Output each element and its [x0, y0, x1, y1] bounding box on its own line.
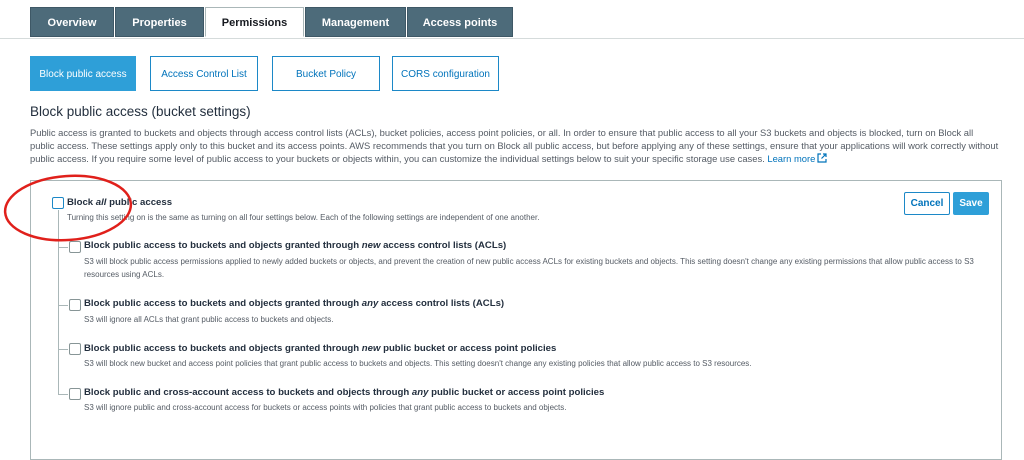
tree-branch: [58, 349, 68, 350]
option-title-any-policies: Block public and cross-account access to buckets and objects through any public bucket or access point policies: [84, 387, 605, 398]
section-title: Block public access (bucket settings): [30, 104, 251, 119]
tree-branch: [58, 247, 68, 248]
option-title-new-acls: Block public access to buckets and objects granted through new access control lists (ACLs): [84, 240, 507, 251]
learn-more-link[interactable]: Learn more: [767, 153, 816, 164]
tab-properties[interactable]: Properties: [115, 7, 204, 37]
option-description-new-acls: S3 will block public access permissions applied to newly added buckets or objects, and prevent the creation of new public access ACLs for existing buckets and objects. This setting doesn't change any existing permissions that allow public access to S3 resources using ACLs.: [84, 257, 974, 279]
section-description-text: Public access is granted to buckets and objects through access control lists (ACLs), bucket policies, access point policies, or all. In order to ensure that public access to all your S3 buckets and objects is blocked, turn on Block all public access. These settings apply only to this bucket and its access points. AWS recommends that you turn on Block all public access, but before applying any of these settings, ensure that your applications will work correctly without public access. If you require some level of public access to your buckets or objects within, you can customize the individual settings below to suit your specific storage use cases.: [30, 127, 999, 164]
tree-line: [58, 210, 59, 395]
subtab-access-control-list[interactable]: Access Control List: [150, 56, 258, 91]
tab-overview[interactable]: Overview: [30, 7, 114, 37]
option-checkbox-new-acls[interactable]: [69, 241, 81, 253]
option-description-new-policies: S3 will block new bucket and access point policies that grant public access to buckets and objects. This setting doesn't change any existing policies that allow public access to S3 resources.: [84, 359, 752, 368]
block-all-label: Block all public access: [67, 197, 173, 208]
top-tab-bar: [0, 0, 1024, 39]
tab-access-points[interactable]: Access points: [407, 7, 513, 37]
option-checkbox-any-acls[interactable]: [69, 299, 81, 311]
option-title-any-acls: Block public access to buckets and objects granted through any access control lists (ACLs): [84, 298, 505, 309]
tab-permissions[interactable]: Permissions: [205, 7, 304, 37]
block-all-checkbox[interactable]: [52, 197, 64, 209]
tree-branch: [58, 305, 68, 306]
cancel-button[interactable]: Cancel: [904, 192, 950, 215]
subtab-block-public-access[interactable]: Block public access: [30, 56, 136, 91]
subtab-bucket-policy[interactable]: Bucket Policy: [272, 56, 380, 91]
section-description: [30, 126, 1000, 165]
option-description-any-acls: S3 will ignore all ACLs that grant public access to buckets and objects.: [84, 315, 334, 324]
block-all-description: Turning this setting on is the same as turning on all four settings below. Each of the following settings are independent of one another.: [67, 213, 540, 222]
option-checkbox-any-policies[interactable]: [69, 388, 81, 400]
subtab-cors-configuration[interactable]: CORS configuration: [392, 56, 499, 91]
tab-management[interactable]: Management: [305, 7, 406, 37]
option-title-new-policies: Block public access to buckets and objects granted through new public bucket or access point policies: [84, 343, 557, 354]
external-link-icon[interactable]: [817, 153, 827, 163]
option-checkbox-new-policies[interactable]: [69, 343, 81, 355]
tree-branch: [58, 394, 68, 395]
option-description-any-policies: S3 will ignore public and cross-account access for buckets or access points with policies that grant public access to buckets and objects.: [84, 403, 567, 412]
save-button[interactable]: Save: [953, 192, 989, 215]
